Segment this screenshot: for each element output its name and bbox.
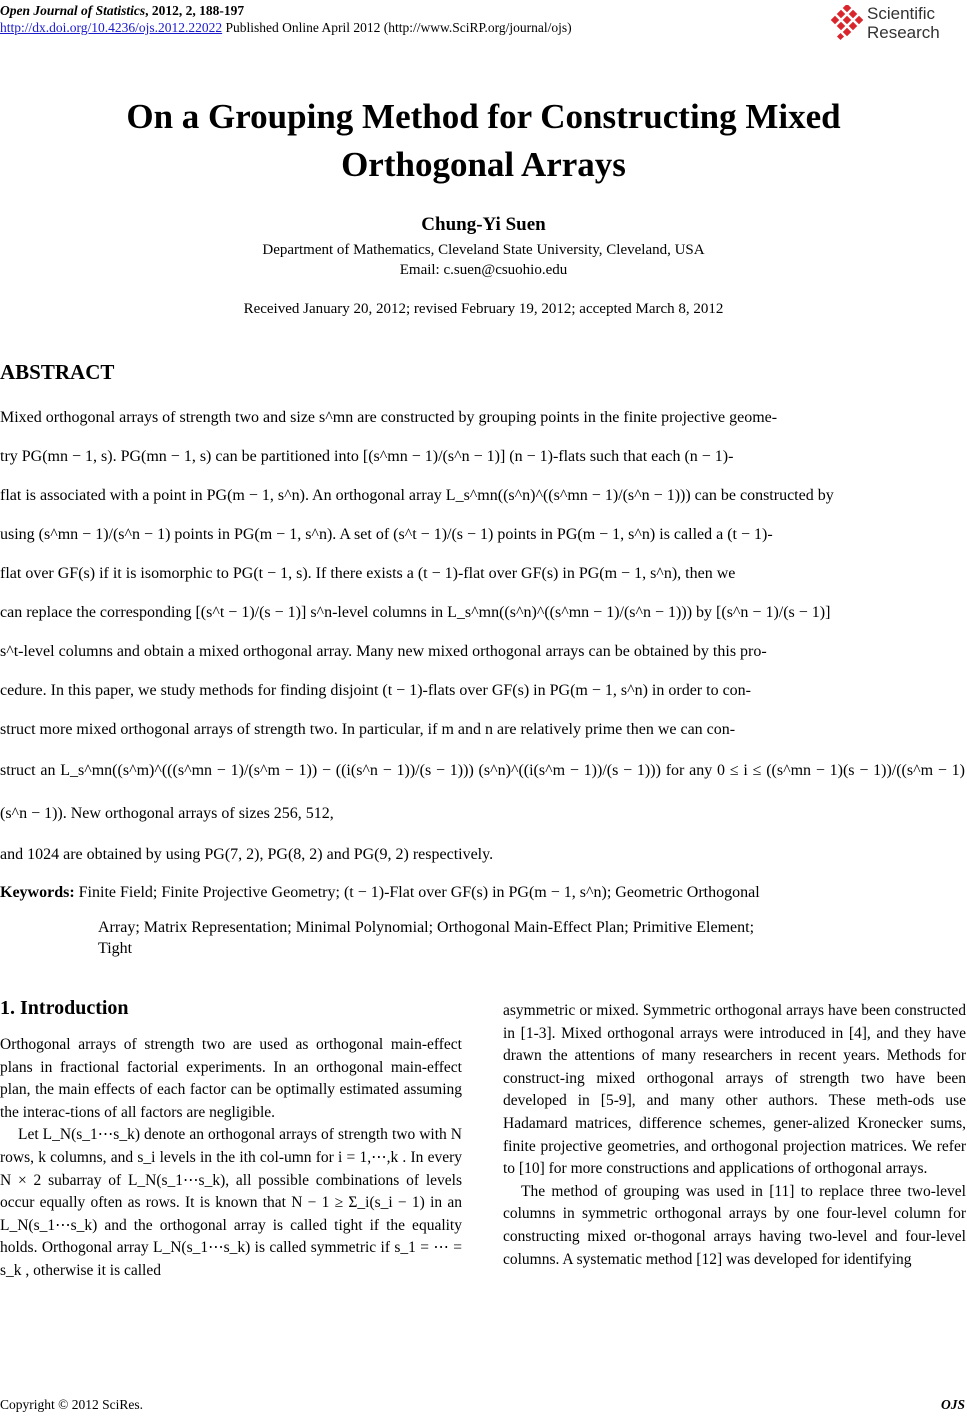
logo-line1: Scientific [867,4,936,23]
section-heading-introduction: 1. Introduction [0,997,129,1019]
journal-info: , 2012, 2, 188-197 [145,3,245,18]
author-affiliation [0,240,967,280]
logo-line2: Research [867,23,940,42]
keywords-label: Keywords: [0,884,75,901]
abstract-line: struct an L_s^mn((s^m)^(((s^mn − 1)/(s^m − 1)) − ((i(s^n − 1))/(s − 1))) (s^n)^((i(s^m − 1))/(s − 1))) for any 0 ≤ i ≤ ((s^mn − 1)(s − 1))/((s^m − 1)(s^n − 1)). New orthogonal arrays of sizes 256, 512, [0,762,965,822]
author-name: Chung-Yi Suen [421,214,546,235]
keywords-line [0,882,960,903]
keywords-continued [98,917,958,959]
affiliation: Department of Mathematics, Cleveland State University, Cleveland, USA [262,242,705,258]
logo-mark-icon [831,5,863,41]
abstract-line: try PG(mn − 1, s). PG(mn − 1, s) can be partitioned into [(s^mn − 1)/(s^n − 1)] (n − 1)-flats such that each (n − 1)- [0,448,734,465]
title-line1: On a Grouping Method for Constructing Mixed [126,97,841,136]
intro-paragraph: asymmetric or mixed. Symmetric orthogonal arrays have been constructed in [1-3]. Mixed orthogonal arrays were introduced in [4], and they have drawn the attentions of many researchers in recent years. Methods for construct-ing mixed orthogonal arrays of strength two have been developed in [5-9], and many other authors. These meth-ods use Hadamard matrices, difference schemes, gener-alized Kronecker sums, finite projective geometries, and orthogonal projection matrices. We refer to [10] for more constructions and applications of orthogonal arrays. [503,1002,966,1178]
keywords-text-1: Finite Field; Finite Projective Geometry; (t − 1)-Flat over GF(s) in PG(m − 1, s^n); Geometric Orthogonal [78,884,760,901]
intro-paragraph: Let L_N(s_1⋯s_k) denote an orthogonal arrays of strength two with N rows, k columns, and s_i levels in the ith col-umn for i = 1,⋯,k . In every N × 2 subarray of L_N(s_1⋯s_k), all possible combinations of levels occur equally often as rows. It is known that N − 1 ≥ Σ_i(s_i − 1) in an L_N(s_1⋯s_k) and the orthogonal array is called tight if the equality holds. Orthogonal array L_N(s_1⋯s_k) is called symmetric if s_1 = ⋯ = s_k , otherwise it is called [0,1126,462,1279]
journal-header [0,2,572,36]
intro-paragraph: Orthogonal arrays of strength two are used as orthogonal main-effect plans in fractional factorial experiments. In an orthogonal main-effect plan, the main effects of each factor can be optimally estimated assuming the interac-tions of all factors are negligible. [0,1036,462,1121]
intro-left-column [0,1034,462,1283]
title-line2: Orthogonal Arrays [341,145,626,184]
abstract-line: using (s^mn − 1)/(s^n − 1) points in PG(m − 1, s^n). A set of (s^t − 1)/(s − 1) points in PG(m − 1, s^n) is called a (t − 1)- [0,526,773,543]
email: Email: c.suen@csuohio.edu [399,262,568,278]
abstract-line: s^t-level columns and obtain a mixed orthogonal array. Many new mixed orthogonal arrays can be obtained by this pro- [0,643,767,660]
intro-right-column [503,1000,966,1271]
published-info: Published Online April 2012 (http://www.SciRP.org/journal/ojs) [222,20,572,35]
journal-name: Open Journal of Statistics [0,3,146,18]
journal-abbreviation: OJS [940,1397,965,1412]
doi-link[interactable]: http://dx.doi.org/10.4236/ojs.2012.22022 [0,20,223,35]
abstract-line: can replace the corresponding [(s^t − 1)/(s − 1)] s^n-level columns in L_s^mn((s^n)^((s^mn − 1)/(s^n − 1))) by [(s^n − 1)/(s − 1)] [0,604,831,621]
abstract-body [0,398,965,874]
abstract-heading: ABSTRACT [0,360,115,384]
keywords-text-3: Tight [98,940,133,957]
abstract-line: Mixed orthogonal arrays of strength two and size s^mn are constructed by grouping points in the finite projective geome- [0,409,778,426]
abstract-line: cedure. In this paper, we study methods for finding disjoint (t − 1)-flats over GF(s) in PG(m − 1, s^n) in order to con- [0,682,751,699]
abstract-line: struct more mixed orthogonal arrays of strength two. In particular, if m and n are relatively prime then we can con- [0,721,736,738]
paper-title [0,93,967,189]
abstract-line: flat is associated with a point in PG(m − 1, s^n). An orthogonal array L_s^mn((s^n)^((s^mn − 1)/(s^n − 1))) can be constructed by [0,487,834,504]
received-dates: Received January 20, 2012; revised February 19, 2012; accepted March 8, 2012 [243,301,724,317]
scientific-research-logo [831,3,961,43]
keywords-text-2: Array; Matrix Representation; Minimal Polynomial; Orthogonal Main-Effect Plan; Primitive Element; [98,919,755,936]
intro-paragraph: The method of grouping was used in [11] to replace three two-level columns in symmetric orthogonal arrays by one four-level column for constructing mixed or-thogonal arrays having two-level and four-level columns. A systematic method [12] was developed for identifying [503,1182,966,1268]
abstract-line: and 1024 are obtained by using PG(7, 2), PG(8, 2) and PG(9, 2) respectively. [0,846,494,863]
abstract-line: flat over GF(s) if it is isomorphic to PG(t − 1, s). If there exists a (t − 1)-flat over GF(s) in PG(m − 1, s^n), then we [0,565,736,582]
copyright-footer: Copyright © 2012 SciRes. [0,1397,144,1412]
